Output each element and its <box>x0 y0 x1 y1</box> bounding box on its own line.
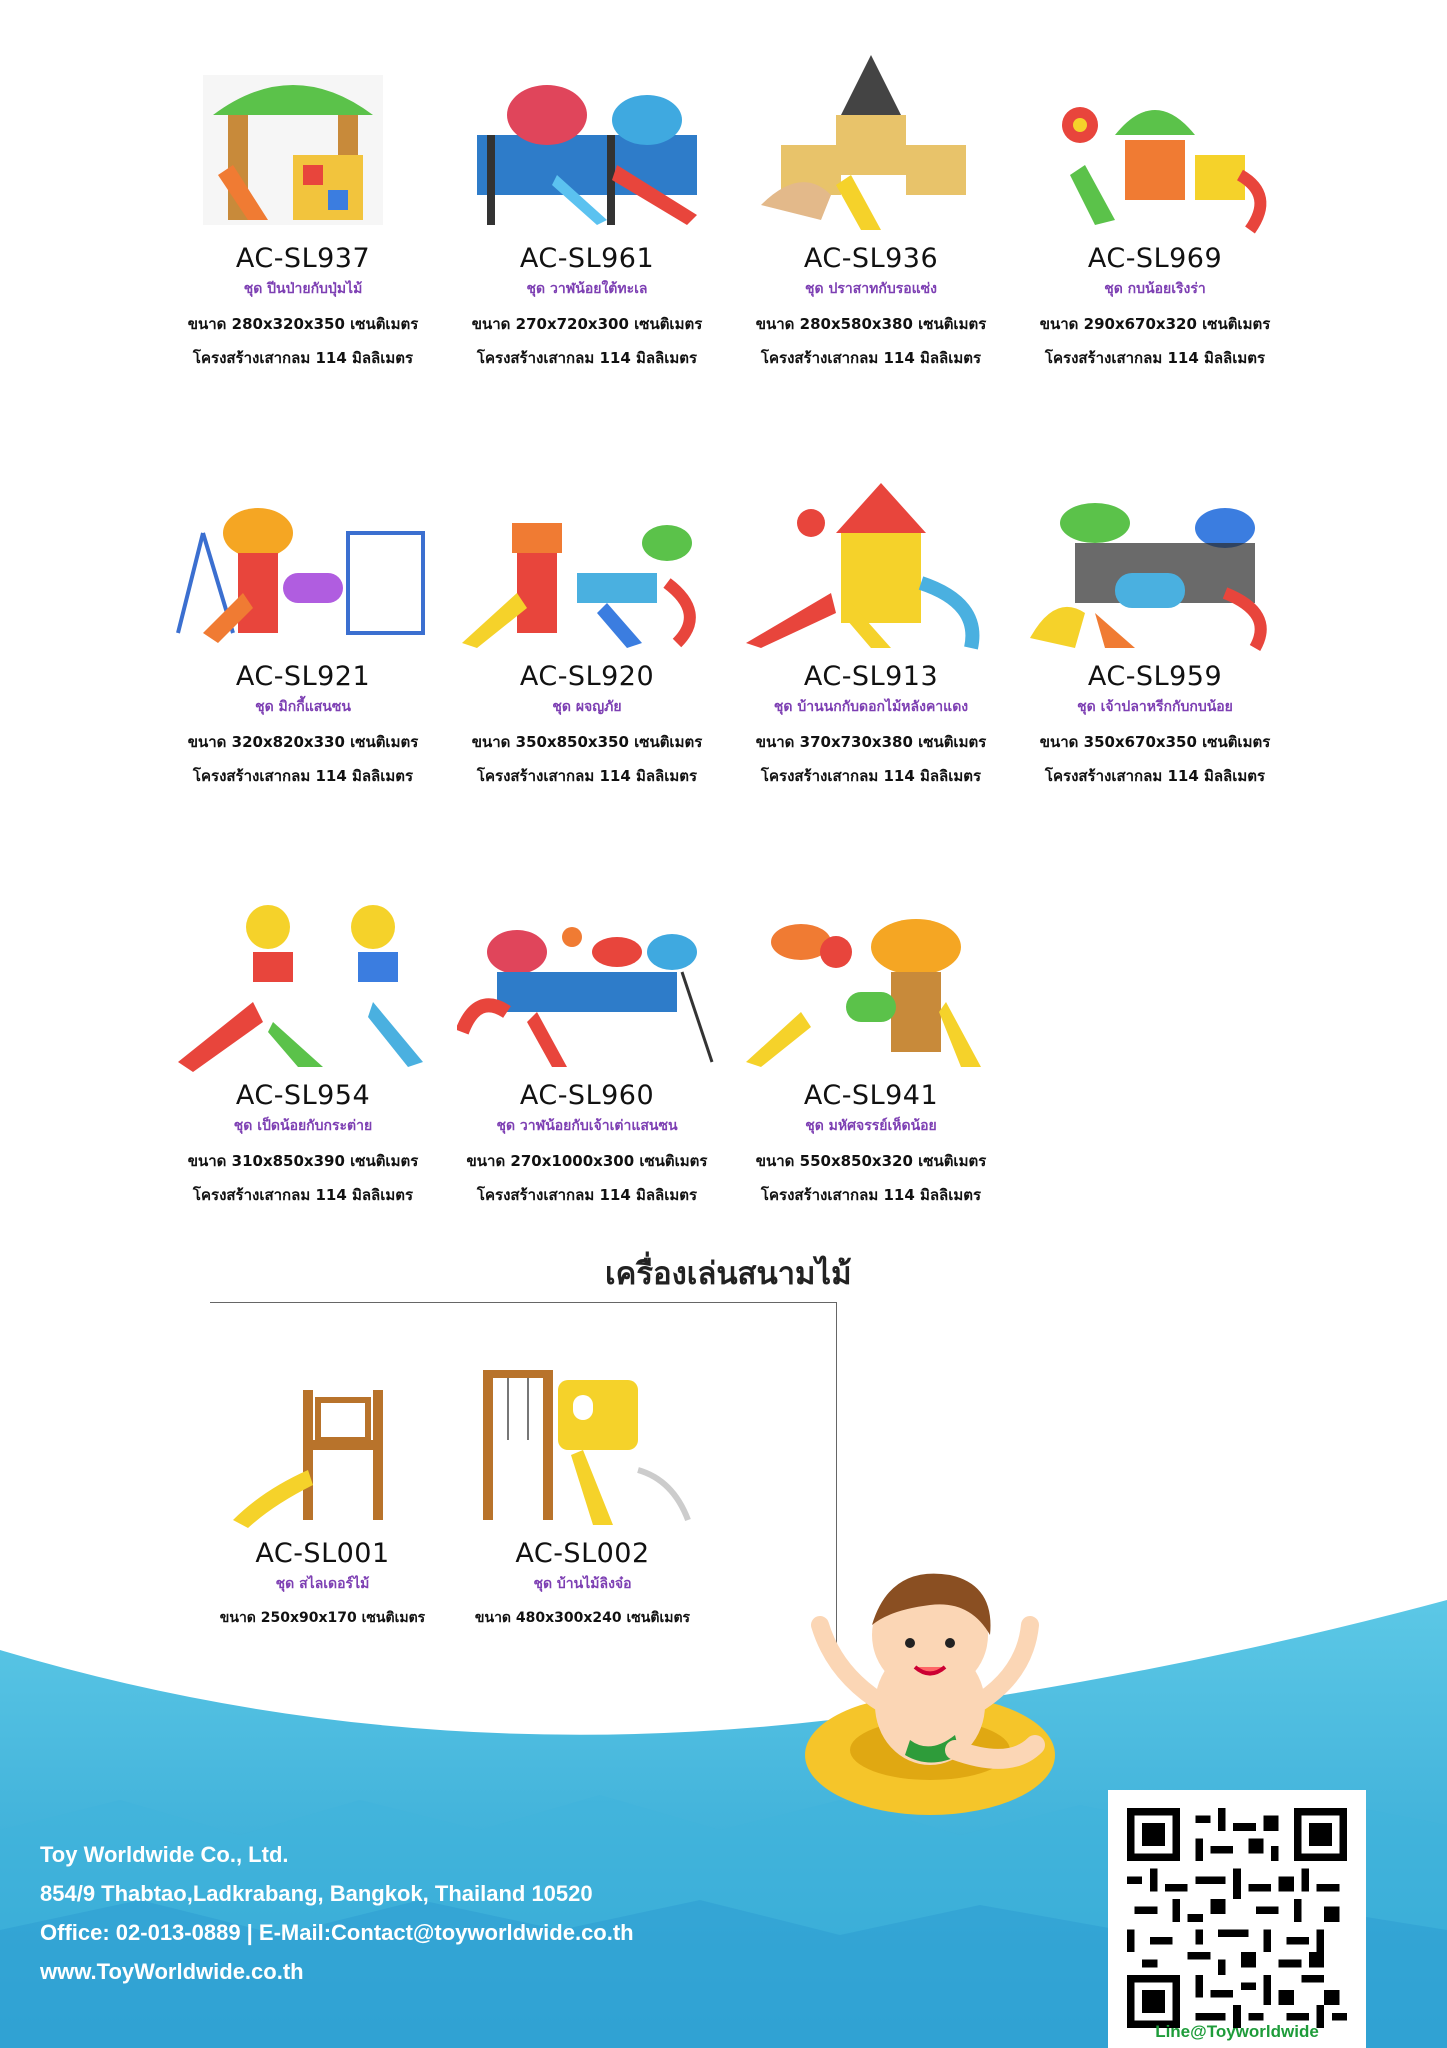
section-title: เครื่องเล่นสนามไม้ <box>605 1256 852 1292</box>
playground-image <box>1025 45 1285 235</box>
product-pole: โครงสร้างเสากลม 114 มิลลิเมตร <box>760 349 982 367</box>
playground-image <box>173 463 433 653</box>
product-card <box>447 882 727 1207</box>
product-card <box>731 882 1011 1207</box>
product-name: ชุด ผจญภัย <box>552 699 622 715</box>
product-size: ขนาด 350x670x350 เซนติเมตร <box>1039 733 1271 751</box>
playground-image <box>173 45 433 235</box>
product-code: AC-SL913 <box>803 661 939 692</box>
product-size: ขนาด 280x320x350 เซนติเมตร <box>187 315 419 333</box>
product-pole: โครงสร้างเสากลม 114 มิลลิเมตร <box>476 1186 698 1204</box>
product-name: ชุด วาฬน้อยใต้ทะเล <box>526 281 648 297</box>
product-size: ขนาด 350x850x350 เซนติเมตร <box>471 733 703 751</box>
product-size: ขนาด 270x720x300 เซนติเมตร <box>471 315 703 333</box>
product-code: AC-SL002 <box>515 1538 650 1569</box>
product-pole: โครงสร้างเสากลม 114 มิลลิเมตร <box>1044 349 1266 367</box>
product-name: ชุด สไลเดอร์ไม้ <box>275 1576 370 1592</box>
product-code: AC-SL941 <box>803 1080 939 1111</box>
product-name: ชุด เจ้าปลาหรีกกับกบน้อย <box>1077 699 1233 715</box>
product-code: AC-SL001 <box>255 1538 390 1569</box>
company-name: Toy Worldwide Co., Ltd. <box>40 1842 289 1867</box>
product-card <box>455 1360 710 1629</box>
playground-image <box>741 463 1001 653</box>
product-card <box>163 45 443 370</box>
product-size: ขนาด 480x300x240 เซนติเมตร <box>474 1610 691 1626</box>
playground-image <box>457 45 717 235</box>
product-pole: โครงสร้างเสากลม 114 มิลลิเมตร <box>192 349 414 367</box>
product-name: ชุด บ้านนกกับดอกไม้หลังคาแดง <box>773 699 969 715</box>
product-code: AC-SL960 <box>519 1080 655 1111</box>
product-pole: โครงสร้างเสากลม 114 มิลลิเมตร <box>192 1186 414 1204</box>
product-code: AC-SL920 <box>519 661 655 692</box>
product-card <box>447 45 727 370</box>
product-size: ขนาด 320x820x330 เซนติเมตร <box>187 733 419 751</box>
product-code: AC-SL969 <box>1087 243 1223 274</box>
section-divider <box>210 1302 836 1303</box>
line-id[interactable]: Line@Toyworldwide <box>1155 2022 1319 2041</box>
product-code: AC-SL959 <box>1087 661 1223 692</box>
company-info <box>40 1835 634 1991</box>
product-name: ชุด มิกกี้แสนซน <box>255 699 351 715</box>
product-name: ชุด มหัศจรรย์เห็ดน้อย <box>805 1118 937 1134</box>
product-size: ขนาด 370x730x380 เซนติเมตร <box>755 733 987 751</box>
product-code: AC-SL937 <box>235 243 371 274</box>
wood-playground-image <box>463 1360 703 1530</box>
product-size: ขนาด 280x580x380 เซนติเมตร <box>755 315 987 333</box>
product-pole: โครงสร้างเสากลม 114 มิลลิเมตร <box>192 767 414 785</box>
product-name: ชุด ปีนป่ายกับปุ่มไม้ <box>243 281 363 297</box>
product-pole: โครงสร้างเสากลม 114 มิลลิเมตร <box>760 1186 982 1204</box>
product-card <box>1015 45 1295 370</box>
product-size: ขนาด 550x850x320 เซนติเมตร <box>755 1152 987 1170</box>
product-pole: โครงสร้างเสากลม 114 มิลลิเมตร <box>1044 767 1266 785</box>
product-pole: โครงสร้างเสากลม 114 มิลลิเมตร <box>476 767 698 785</box>
playground-image <box>173 882 433 1072</box>
product-card <box>731 463 1011 788</box>
product-pole: โครงสร้างเสากลม 114 มิลลิเมตร <box>476 349 698 367</box>
playground-image <box>741 882 1001 1072</box>
product-size: ขนาด 310x850x390 เซนติเมตร <box>187 1152 419 1170</box>
product-code: AC-SL936 <box>803 243 939 274</box>
product-size: ขนาด 290x670x320 เซนติเมตร <box>1039 315 1271 333</box>
product-size: ขนาด 270x1000x300 เซนติเมตร <box>466 1152 708 1170</box>
product-name: ชุด เป็ดน้อยกับกระต่าย <box>233 1118 373 1134</box>
product-code: AC-SL954 <box>235 1080 371 1111</box>
wood-playground-image <box>223 1360 423 1530</box>
product-code: AC-SL961 <box>519 243 655 274</box>
product-card <box>731 45 1011 370</box>
product-card <box>163 882 443 1207</box>
product-name: ชุด บ้านไม้ลิงจ๋อ <box>533 1576 632 1592</box>
product-size: ขนาด 250x90x170 เซนติเมตร <box>219 1610 426 1626</box>
product-card <box>1015 463 1295 788</box>
product-card <box>163 463 443 788</box>
playground-image <box>1025 463 1285 653</box>
product-name: ชุด กบน้อยเริงร่า <box>1104 281 1206 297</box>
company-address: 854/9 Thabtao,Ladkrabang, Bangkok, Thailand 10520 <box>40 1881 593 1906</box>
product-name: ชุด ปราสาทกับรอแซ่ง <box>804 281 938 297</box>
playground-image <box>457 463 717 653</box>
product-pole: โครงสร้างเสากลม 114 มิลลิเมตร <box>760 767 982 785</box>
swimming-boy-illustration <box>790 1555 1080 1835</box>
playground-image <box>741 45 1001 235</box>
product-card <box>195 1360 450 1629</box>
qr-code[interactable] <box>1108 1790 1366 2048</box>
playground-image <box>457 882 717 1072</box>
product-name: ชุด วาฬน้อยกับเจ้าเต่าแสนซน <box>496 1118 678 1134</box>
company-contact[interactable]: Office: 02-013-0889 | E-Mail:Contact@toyworldwide.co.th <box>40 1920 634 1945</box>
product-code: AC-SL921 <box>235 661 371 692</box>
company-website[interactable]: www.ToyWorldwide.co.th <box>40 1959 304 1984</box>
product-card <box>447 463 727 788</box>
